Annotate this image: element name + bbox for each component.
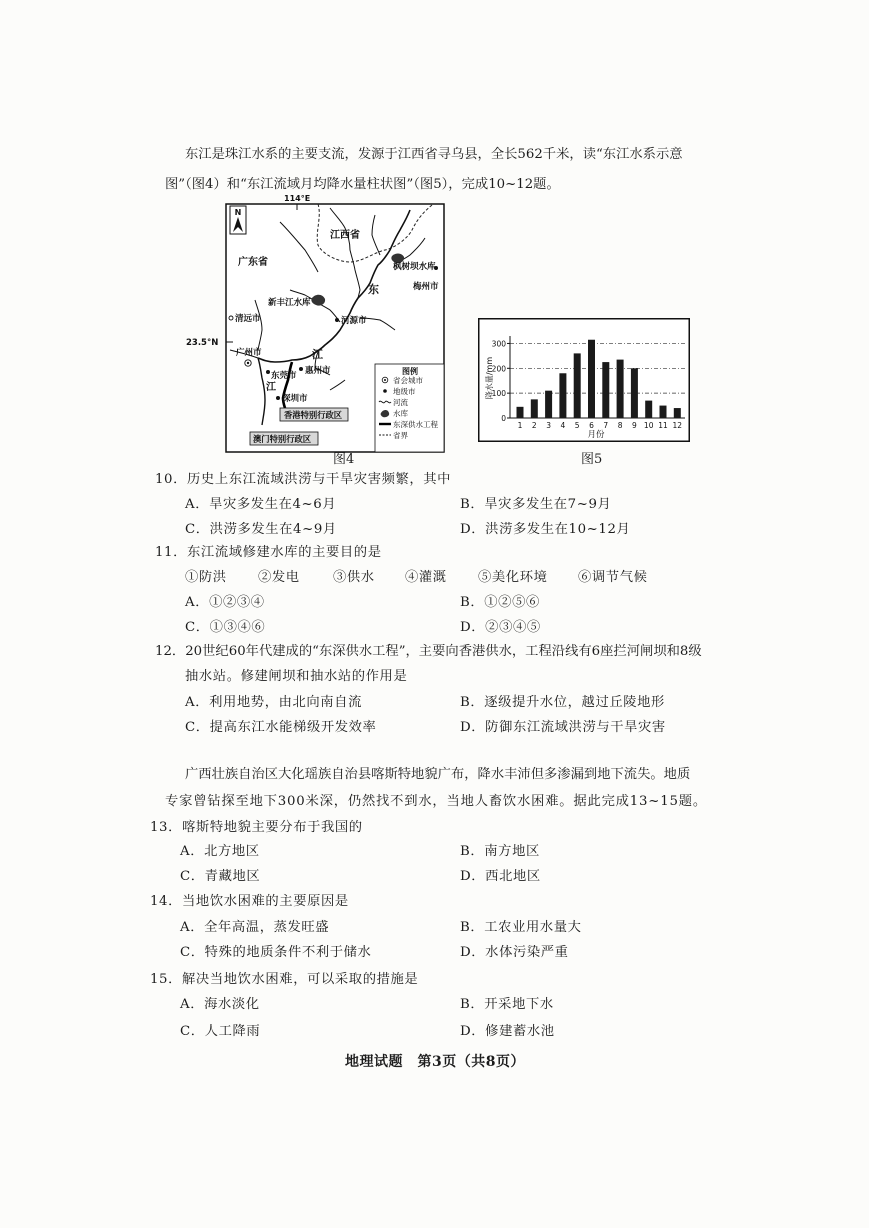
shenzhen-city-icon	[276, 396, 280, 400]
bar-month-4	[559, 373, 566, 418]
q11-item-4: ④灌溉	[405, 570, 447, 585]
legend-item-boundary: 省界	[393, 431, 408, 440]
question-12-stem-line2: 抽水站。修建闸坝和抽水站的作用是	[185, 669, 408, 684]
option-text: ①③④⑥	[209, 620, 266, 635]
option-letter: D．	[460, 869, 486, 884]
passage1-line2: 图”（图4）和“东江流域月均降水量柱状图”（图5），完成10~12题。	[165, 177, 560, 192]
question-14	[150, 893, 349, 911]
longitude-label: 114°E	[284, 194, 311, 203]
option-letter: B．	[460, 595, 485, 610]
x-axis-label: 月份	[587, 430, 605, 440]
north-arrow-icon	[230, 206, 246, 234]
bar-month-8	[617, 360, 624, 418]
label-huizhou: 惠州市	[305, 366, 331, 376]
label-heyuan: 河源市	[341, 316, 367, 326]
bar-month-12	[674, 408, 681, 418]
option-letter: B．	[460, 920, 485, 935]
option-letter: B．	[460, 844, 485, 859]
q15-option-b	[460, 996, 554, 1014]
option-letter: C．	[185, 720, 210, 735]
huizhou-city-icon	[299, 367, 303, 371]
question-10	[155, 471, 451, 489]
label-xinfengjiang: 新丰江水库	[268, 298, 311, 308]
option-letter: D．	[460, 945, 486, 960]
passage2-line2: 专家曾钻探至地下300米深，仍然找不到水，当地人畜饮水困难。据此完成13~15题。	[165, 794, 707, 809]
option-text: ①②③④	[209, 595, 265, 610]
option-letter: A．	[185, 497, 210, 512]
latitude-label: 23.5°N	[186, 338, 219, 348]
legend-city-icon	[383, 389, 387, 393]
bar-month-11	[660, 406, 667, 418]
legend-title: 图例	[402, 367, 418, 376]
q12-option-a	[185, 694, 362, 712]
q12-option-b	[460, 694, 665, 712]
q10-option-b	[460, 496, 611, 514]
question-11	[155, 544, 382, 562]
q15-option-a	[180, 996, 260, 1014]
page-footer: 地理试题 第3页（共8页）	[345, 1054, 525, 1070]
option-letter: A．	[180, 920, 205, 935]
q10-option-d	[460, 521, 630, 539]
question-stem: 解决当地饮水困难，可以采取的措施是	[182, 972, 419, 987]
label-shenzhen: 深圳市	[282, 394, 308, 404]
label-macau: 澳门特别行政区	[253, 434, 312, 444]
q11-item-6: ⑥调节气候	[578, 570, 648, 585]
map-legend	[375, 364, 444, 452]
bar-month-5	[574, 353, 581, 418]
label-guangdong: 广东省	[238, 257, 268, 268]
dongguan-city-icon	[266, 370, 270, 374]
label-fengshuba: 枫树坝水库	[393, 262, 436, 272]
option-text: ①②⑤⑥	[484, 595, 540, 610]
option-letter: C．	[185, 522, 210, 537]
bar-month-10	[645, 401, 652, 418]
heyuan-city-icon	[335, 318, 339, 322]
option-text: 利用地势，由北向南自流	[209, 695, 362, 710]
q11-option-b	[460, 594, 540, 612]
option-text: 洪涝多发生在10~12月	[485, 522, 631, 537]
q11-item-2: ②发电	[258, 570, 300, 585]
monthly-precipitation-bar-chart	[478, 318, 690, 442]
option-text: 旱灾多发生在4~6月	[209, 497, 337, 512]
x-tick-label: 3	[546, 421, 551, 430]
y-tick-label: 100	[491, 389, 506, 399]
q13-option-d	[460, 868, 541, 886]
question-15	[150, 971, 418, 989]
legend-item-supply-project: 东深供水工程	[393, 420, 438, 429]
question-stem: 20世纪60年代建成的“东深供水工程”，主要向香港供水，工程沿线有6座拦河闸坝和8级	[185, 644, 702, 659]
question-number: 10．	[155, 472, 188, 487]
option-text: 开采地下水	[484, 997, 554, 1012]
q10-option-c	[185, 521, 337, 539]
bar-month-1	[517, 407, 524, 418]
option-letter: D．	[460, 1024, 486, 1039]
option-text: 修建蓄水池	[485, 1024, 555, 1039]
q12-option-c	[185, 719, 376, 737]
option-letter: B．	[460, 695, 485, 710]
x-tick-label: 8	[617, 421, 623, 430]
east-river-system-map	[180, 192, 450, 457]
option-text: 提高东江水能梯级开发效率	[209, 720, 377, 735]
label-river-jiang-2: 江	[266, 382, 276, 393]
option-text: 防御东江流域洪涝与干旱灾害	[485, 720, 666, 735]
q11-option-c	[185, 619, 265, 637]
x-tick-label: 2	[531, 421, 537, 430]
q12-option-d	[460, 719, 666, 737]
x-tick-label: 9	[632, 421, 637, 430]
q13-option-b	[460, 843, 540, 861]
bar-month-9	[631, 368, 638, 418]
y-tick-label: 0	[501, 414, 506, 423]
option-letter: A．	[180, 997, 205, 1012]
q10-option-a	[185, 496, 336, 514]
x-tick-label: 11	[658, 421, 668, 430]
option-text: 工农业用水量大	[484, 920, 582, 935]
bar-month-7	[602, 362, 609, 418]
q11-option-a	[185, 594, 265, 612]
x-tick-label: 12	[672, 421, 683, 430]
x-tick-label: 6	[589, 421, 594, 430]
q11-item-5: ⑤美化环境	[478, 570, 548, 585]
option-letter: A．	[185, 695, 210, 710]
question-stem: 历史上东江流域洪涝与干旱灾害频繁，其中	[187, 472, 452, 487]
label-hongkong: 香港特别行政区	[284, 410, 343, 420]
option-text: 水体污染严重	[485, 945, 569, 960]
option-letter: C．	[180, 1024, 205, 1039]
x-tick-label: 5	[574, 421, 580, 430]
question-stem: 东江流域修建水库的主要目的是	[187, 545, 382, 560]
legend-item-reservoir: 水库	[393, 409, 408, 418]
option-text: 青藏地区	[204, 869, 261, 884]
question-number: 14．	[150, 894, 183, 909]
option-text: 西北地区	[485, 869, 541, 884]
north-label: N	[234, 208, 242, 217]
label-meizhou: 梅州市	[413, 282, 439, 292]
q14-option-a	[180, 919, 329, 937]
question-number: 12．	[155, 644, 186, 659]
option-text: 全年高温，蒸发旺盛	[204, 920, 330, 935]
question-number: 11．	[155, 545, 188, 560]
option-letter: A．	[180, 844, 205, 859]
q14-option-b	[460, 919, 582, 937]
question-number: 15．	[150, 972, 183, 987]
label-guangzhou: 广州市	[236, 348, 262, 358]
guangzhou-capital-icon	[245, 360, 251, 366]
option-letter: D．	[460, 620, 486, 635]
figure5-caption: 图5	[581, 452, 603, 467]
label-river-dong: 东	[368, 283, 379, 296]
option-letter: A．	[185, 595, 210, 610]
legend-item-city: 地级市	[393, 387, 416, 396]
q15-option-c	[180, 1023, 260, 1041]
option-text: 南方地区	[484, 844, 540, 859]
x-tick-label: 1	[517, 421, 523, 430]
label-river-jiang: 江	[312, 348, 323, 361]
legend-capital-icon	[382, 377, 388, 383]
option-letter: B．	[460, 497, 485, 512]
question-13	[150, 819, 363, 837]
option-text: 特殊的地质条件不利于储水	[204, 945, 372, 960]
label-jiangxi: 江西省	[330, 230, 360, 241]
option-letter: C．	[180, 945, 205, 960]
option-text: 洪涝多发生在4~9月	[209, 522, 337, 537]
question-stem: 喀斯特地貌主要分布于我国的	[182, 820, 363, 835]
question-number: 13．	[150, 820, 183, 835]
x-tick-label: 10	[643, 421, 654, 430]
option-text: 逐级提升水位，越过丘陵地形	[484, 695, 665, 710]
q11-option-d	[460, 619, 541, 637]
legend-item-river: 河流	[393, 398, 408, 407]
figure4-caption: 图4	[333, 452, 355, 467]
x-tick-label: 4	[560, 421, 566, 430]
option-text: ②③④⑤	[485, 620, 541, 635]
x-tick-label: 7	[603, 421, 609, 430]
question-12	[155, 643, 702, 661]
q14-option-c	[180, 944, 371, 962]
label-dongguan: 东莞市	[271, 371, 297, 381]
bar-month-3	[545, 391, 552, 418]
option-letter: C．	[180, 869, 205, 884]
option-text: 北方地区	[204, 844, 260, 859]
y-tick-label: 300	[491, 339, 506, 349]
option-text: 人工降雨	[204, 1024, 261, 1039]
option-text: 旱灾多发生在7~9月	[484, 497, 612, 512]
option-letter: D．	[460, 720, 486, 735]
y-tick-label: 200	[491, 364, 506, 374]
question-stem: 当地饮水困难的主要原因是	[182, 894, 349, 909]
bar-month-2	[531, 399, 538, 418]
y-axis-label: 降水量/mm	[485, 356, 494, 400]
passage1-line1: 东江是珠江水系的主要支流，发源于江西省寻乌县，全长562千米，读“东江水系示意	[185, 147, 683, 162]
q11-item-1: ①防洪	[185, 570, 227, 585]
q13-option-c	[180, 868, 260, 886]
option-text: 海水淡化	[204, 997, 260, 1012]
option-letter: D．	[460, 522, 486, 537]
option-letter: C．	[185, 620, 210, 635]
q13-option-a	[180, 843, 260, 861]
label-qingyuan: 清远市	[235, 314, 261, 324]
q11-item-3: ③供水	[333, 570, 375, 585]
q14-option-d	[460, 944, 569, 962]
option-letter: B．	[460, 997, 485, 1012]
legend-item-capital: 省会城市	[393, 376, 423, 385]
q15-option-d	[460, 1023, 555, 1041]
passage2-line1: 广西壮族自治区大化瑶族自治县喀斯特地貌广布，降水丰沛但多渗漏到地下流失。地质	[185, 767, 691, 782]
bar-month-6	[588, 340, 595, 418]
